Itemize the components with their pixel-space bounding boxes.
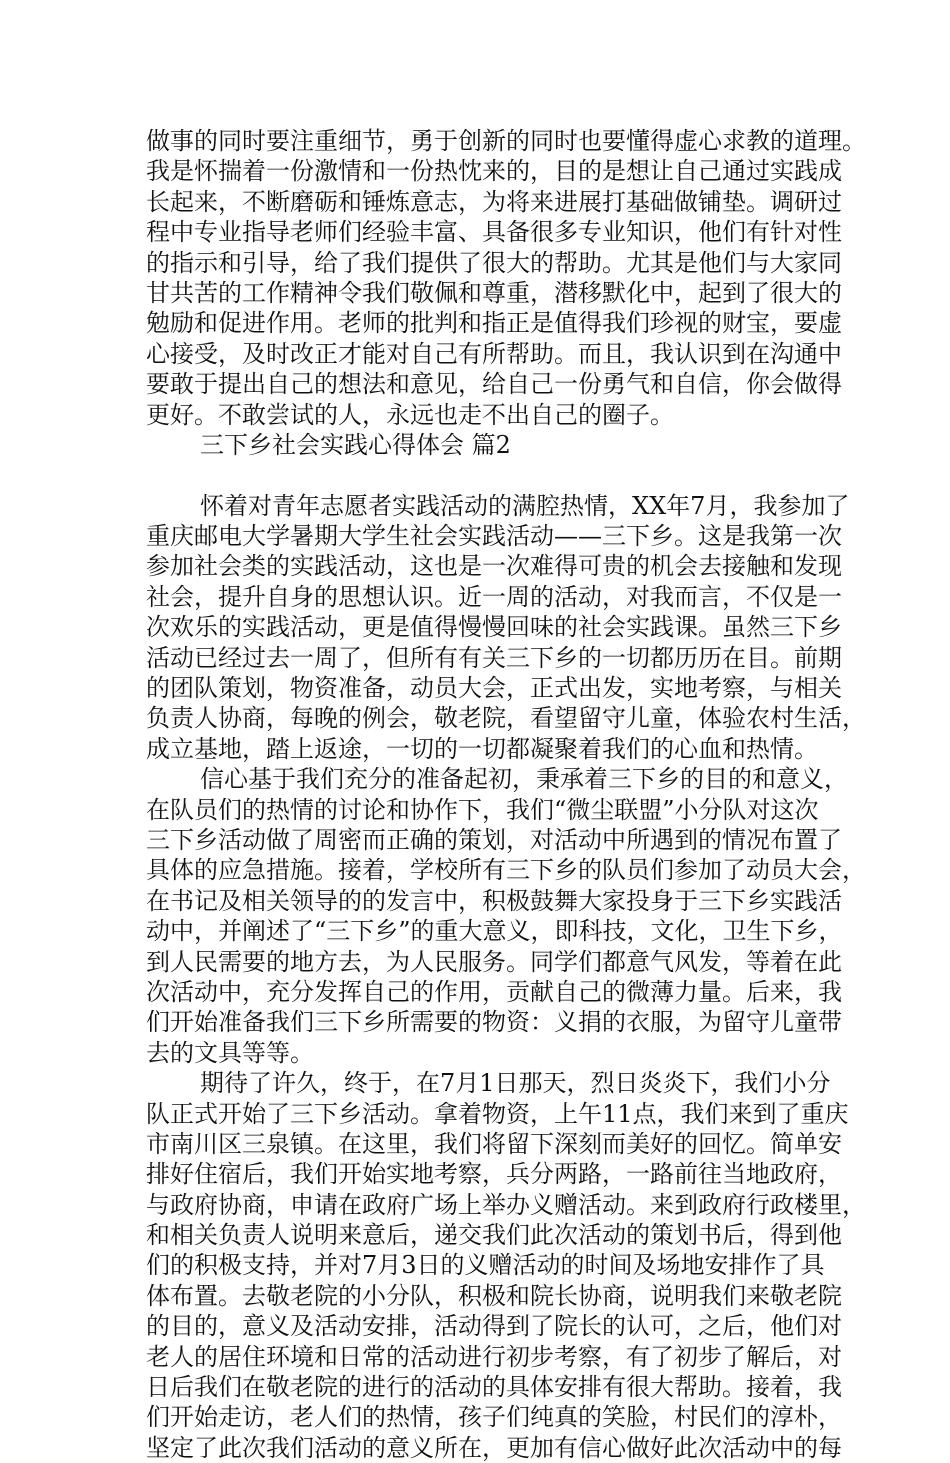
text-line: 到人民需要的地方去，为人民服务。同学们都意气风发，等着在此 [146, 947, 842, 976]
text-line: 坚定了此次我们活动的意义所在，更加有信心做好此次活动中的每 [146, 1433, 842, 1462]
text-line: 市南川区三泉镇。在这里，我们将留下深刻而美好的回忆。简单安 [146, 1129, 842, 1158]
text-line: 信心基于我们充分的准备起初，秉承着三下乡的目的和意义， [200, 765, 848, 794]
paragraph-4 [146, 1068, 866, 1463]
text-line: 和相关负责人说明来意后，递交我们此次活动的策划书后，得到他 [146, 1221, 842, 1250]
text-line: 老人的居住环境和日常的活动进行初步考察，有了初步了解后，对 [146, 1342, 842, 1371]
text-line: 次欢乐的实践活动，更是值得慢慢回味的社会实践课。虽然三下乡 [146, 613, 842, 642]
text-line: 期待了许久，终于，在7月1日那天，烈日炎炎下，我们小分 [200, 1069, 831, 1098]
text-line: 活动已经过去一周了，但所有有关三下乡的一切都历历在目。前期 [146, 643, 842, 672]
text-line: 怀着对青年志愿者实践活动的满腔热情，XX年7月，我参加了 [200, 491, 850, 520]
text-line: 的指示和引导，给了我们提供了很大的帮助。尤其是他们与大家同 [146, 248, 842, 277]
text-line: 更好。不敢尝试的人，永远也走不出自己的圈子。 [146, 400, 674, 429]
text-line: 负责人协商，每晚的例会，敬老院，看望留守儿童，体验农村生活， [146, 704, 866, 733]
text-line: 参加社会类的实践活动，这也是一次难得可贵的机会去接触和发现 [146, 552, 842, 581]
text-line: 在书记及相关领导的的发言中，积极鼓舞大家投身于三下乡实践活 [146, 886, 842, 915]
text-line: 次活动中，充分发挥自己的作用，贡献自己的微薄力量。后来，我 [146, 977, 842, 1006]
text-line: 成立基地，踏上返途，一切的一切都凝聚着我们的心血和热情。 [146, 734, 818, 763]
text-line: 日后我们在敬老院的进行的活动的具体安排有很大帮助。接着，我 [146, 1373, 842, 1402]
text-line: 的团队策划，物资准备，动员大会，正式出发，实地考察，与相关 [146, 674, 842, 703]
text-line: 在队员们的热情的讨论和协作下，我们“微尘联盟”小分队对这次 [146, 795, 819, 824]
text-line: 我是怀揣着一份激情和一份热忱来的，目的是想让自己通过实践成 [146, 157, 842, 186]
text-line: 排好住宿后，我们开始实地考察，兵分两路，一路前往当地政府， [146, 1160, 842, 1189]
text-line: 甘共苦的工作精神令我们敬佩和尊重，潜移默化中，起到了很大的 [146, 278, 842, 307]
text-line: 重庆邮电大学暑期大学生社会实践活动——三下乡。这是我第一次 [146, 522, 842, 551]
document-body [146, 126, 866, 1463]
text-line: 们的积极支持，并对7月3日的义赠活动的时间及场地安排作了具 [146, 1251, 825, 1280]
text-line: 三下乡活动做了周密而正确的策划，对活动中所遇到的情况布置了 [146, 825, 842, 854]
text-line: 社会，提升自身的思想认识。近一周的活动，对我而言，不仅是一 [146, 582, 842, 611]
text-line: 长起来，不断磨砺和锤炼意志，为将来进展打基础做铺垫。调研过 [146, 187, 842, 216]
blank-line [146, 460, 826, 490]
paragraph-1 [146, 126, 866, 430]
paragraph-2 [146, 491, 866, 765]
text-line: 们开始准备我们三下乡所需要的物资：义捐的衣服，为留守儿童带 [146, 1008, 842, 1037]
text-line: 程中专业指导老师们经验丰富、具备很多专业知识，他们有针对性 [146, 218, 842, 247]
text-line: 体布置。去敬老院的小分队，积极和院长协商，说明我们来敬老院 [146, 1281, 842, 1310]
text-line: 队正式开始了三下乡活动。拿着物资，上午11点，我们来到了重庆 [146, 1099, 849, 1128]
section-heading: 三下乡社会实践心得体会 篇2 [200, 430, 511, 459]
text-line: 做事的同时要注重细节，勇于创新的同时也要懂得虚心求教的道理。 [146, 127, 866, 155]
text-line: 们开始走访，老人们的热情，孩子们纯真的笑脸，村民们的淳朴， [146, 1403, 842, 1432]
text-line: 心接受，及时改正才能对自己有所帮助。而且，我认识到在沟通中 [146, 339, 842, 368]
paragraph-3 [146, 764, 866, 1068]
text-line: 要敢于提出自己的想法和意见，给自己一份勇气和自信，你会做得 [146, 370, 842, 399]
text-line: 与政府协商，申请在政府广场上举办义赠活动。来到政府行政楼里， [146, 1190, 866, 1219]
text-line: 的目的，意义及活动安排，活动得到了院长的认可，之后，他们对 [146, 1312, 842, 1341]
text-line: 动中，并阐述了“三下乡”的重大意义，即科技，文化，卫生下乡， [146, 917, 843, 946]
text-line: 去的文具等等。 [146, 1038, 314, 1067]
text-line: 具体的应急措施。接着，学校所有三下乡的队员们参加了动员大会， [146, 856, 866, 885]
text-line: 勉励和促进作用。老师的批判和指正是值得我们珍视的财宝，要虚 [146, 309, 842, 338]
